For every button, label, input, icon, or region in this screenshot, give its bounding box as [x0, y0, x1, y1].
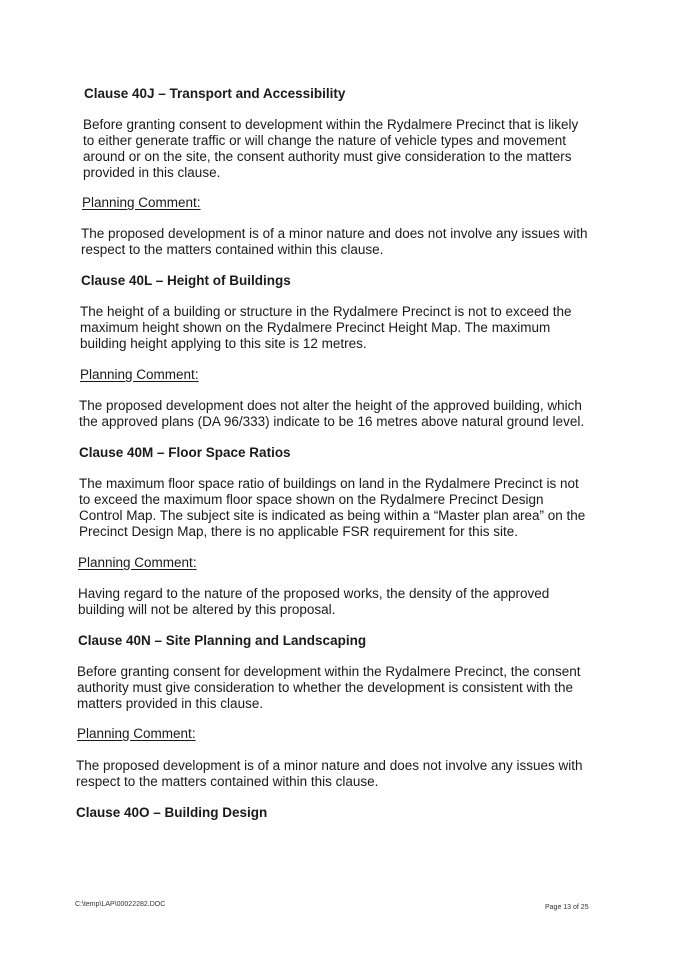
footer-file-path: C:\temp\LAP\00022282.DOC — [75, 901, 166, 908]
clause-40n-comment-label: Planning Comment: — [77, 726, 196, 741]
clause-40n-comment: The proposed development is of a minor nature and does not involve any issues with respect to the matters contained within this clause. — [76, 758, 583, 789]
clause-40j-body: Before granting consent to development within the Rydalmere Precinct that is likely to either generate traffic or will change the nature of vehicle types and movement around or on the site, the consent authority must give consideration to the matters provided in this clause. — [83, 117, 579, 180]
clause-40m-body: The maximum floor space ratio of buildings on land in the Rydalmere Precinct is not to exceed the maximum floor space shown on the Rydalmere Precinct Design Control Map. The subject site is indicated as being within a “Master plan area” on the Precinct Design Map, there is no applicable FSR requirement for this site. — [79, 476, 586, 539]
clause-40m-comment: Having regard to the nature of the proposed works, the density of the approved building will not be altered by this proposal. — [78, 586, 550, 617]
clause-40n-heading: Clause 40N – Site Planning and Landscaping — [78, 633, 367, 648]
clause-40l-body: The height of a building or structure in the Rydalmere Precinct is not to exceed the maximum height shown on the Rydalmere Precinct Height Map. The maximum building height applying to this site is 12 metres. — [80, 304, 572, 351]
clause-40n-body: Before granting consent for development within the Rydalmere Precinct, the consent authority must give consideration to whether the development is consistent with the matters provided in this clause. — [77, 664, 581, 711]
clause-40j-comment: The proposed development is of a minor nature and does not involve any issues with respect to the matters contained within this clause. — [81, 226, 588, 257]
clause-40l-comment: The proposed development does not alter the height of the approved building, which the approved plans (DA 96/333) indicate to be 16 metres above natural ground level. — [79, 398, 585, 429]
clause-40m-comment-label: Planning Comment: — [78, 555, 197, 570]
clause-40j-heading: Clause 40J – Transport and Accessibility — [84, 86, 346, 101]
clause-40l-comment-label: Planning Comment: — [80, 367, 199, 382]
clause-40o-heading: Clause 40O – Building Design — [76, 805, 268, 820]
clause-40m-heading: Clause 40M – Floor Space Ratios — [79, 445, 291, 460]
footer-page-number: Page 13 of 25 — [545, 904, 589, 911]
clause-40j-comment-label: Planning Comment: — [82, 195, 201, 210]
clause-40l-heading: Clause 40L – Height of Buildings — [81, 273, 291, 288]
